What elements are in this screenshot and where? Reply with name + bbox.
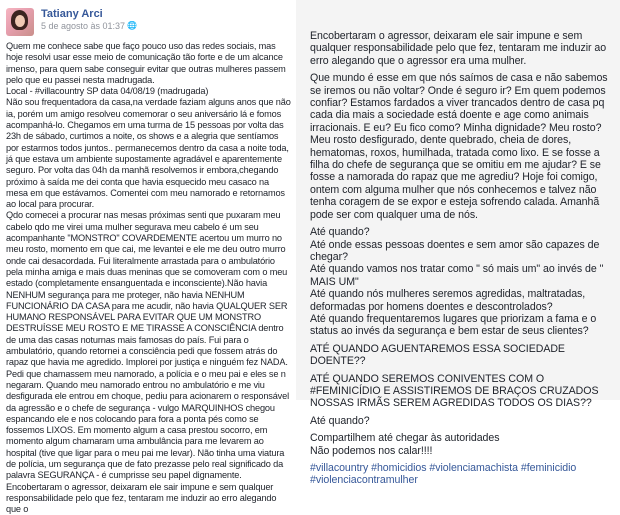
post-right-panel xyxy=(296,0,620,487)
globe-icon: 🌐 xyxy=(127,21,138,30)
post-paragraph: Que mundo é esse em que nós saímos de casa e não sabemos se iremos ou não voltar? Onde é seguro ir? Em quem podemos confiar? Estamos fardados a viver trancados dentro de casa pq cada dia mais a sociedade está doente e age como animais irracionais. E eu? Eu fico como? Minha dignidade? Meu rosto? Meu rosto desfigurado, dente quebrado, cheia de dores, hematomas, roxos, humilhada, tratada como lixo. E se fosse a filha do chefe de segurança que se omitiu em me ajudar? E se fosse a namorada do rapaz que me agrediu? Hoje foi comigo, ontem com alguma mulher que nós conhecemos e talvez não tenha coragem de se expor e esteja sofrendo calada. Amanhã pode ser com qualquer uma de nós. xyxy=(310,72,608,221)
hashtags[interactable]: #villacountry #homicidios #violenciamachista #feminicidio #violenciacontramulher xyxy=(310,462,577,487)
post-paragraph: Local - #villacountry SP data 04/08/19 (madrugada) xyxy=(6,86,209,97)
post-header xyxy=(6,8,291,36)
post-paragraph: Qdo comecei a procurar nas mesas próximas senti que puxaram meu cabelo qdo me virei uma mulher segurava meu cabelo é um seu acompanhante "MONSTRO" COVARDEMENTE acertou um murro no meu rosto, momento em que cai, me levantei e ele me deu outro murro onde cai desacordada. Fui literalmente arrastada para o ambulatório pela minha amiga e mais duas meninas que se comoveram com o meu estado (completamente ensanguentada e inconsciente).Não havia NENHUM segurança para me proteger, não havia NENHUM FUNCIONÁRIO DA CASA para me acudir, não havia QUALQUER SER HUMANO RESPONSÁVEL PARA EVITAR QUE UM MONSTRO DESTRUÍSSE MEU ROSTO E ME TIRASSE A CONSCIÊNCIA dentro de uma das casas noturnas mais famosas do país. Fui para o ambulatório, quando retornei a consciência pedi que fossem atrás do rapaz que havia me agredido. Implorei por justiça e ninguém fez NADA. Pedi que chamassem meu namorado, a polícia e o meu pai e eles se n negaram. Quando meu namorado entrou no ambulatório e me viu desfigurada ele entrou em choque, pediu para acionarem o responsável da agressão e o chefe de segurança - vulgo MARQUINHOS chegou espancando ele e nos colocando para fora a ponta pés como se fossemos LIXOS. Em momento algum a casa prestou socorro, em momento algum chamaram uma ambulância para me levarem ao hospital (tive que ligar para o meu pai me levar). Não tinha uma viatura de polícia, um segurança que de fato prezasse pelo real significado da palavra SEGURANÇA - é cumprisse seu papel dignamente. xyxy=(6,210,289,481)
post-paragraph: Não sou frequentadora da casa,na verdade faziam alguns anos que não ia, porém um amigo resolveu comemorar o seu aniversário lá e fomos acompanhá-lo. Chegamos em uma turma de 15 pessoas por volta das 23h de sábado, curtimos a noite, os shows e a alegria que sentíamos por estarmos todos juntos.. permanecemos dentro da casa a noite toda, já que estava um ambiente supostamente agradável e aparentemente seguro. Por volta das 04h da manhã resolvemos ir embora,chegando próximo à saída me dei conta que havia esquecido meu casaco na mesa em que estávamos. Comentei com meu namorado e retornamos ao local para procurar. xyxy=(6,97,291,210)
post-paragraph: ATÉ QUANDO SEREMOS CONIVENTES COM O #FEMINICÍDIO E ASSISTIREMOS DE BRAÇOS CRUZADOS NOSSAS IRMÃS SEREM AGREDIDAS TODOS OS DIAS?? xyxy=(310,372,599,410)
post-paragraph: Até quando? xyxy=(310,414,370,427)
post-timestamp[interactable]: 5 de agosto às 01:37 xyxy=(41,21,126,31)
post-paragraph: ATÉ QUANDO AGUENTAREMOS ESSA SOCIEDADE DOENTE?? xyxy=(310,342,565,368)
post-paragraph: Até quando? Até onde essas pessoas doentes e sem amor são capazes de chegar? Até quando vamos nos tratar como " só mais um" ao invés de " MAIS UM" Até quando nós mulheres seremos agredidas, maltratadas, deformadas por homens doentes e descontrolados? Até quando frequentaremos lugares que priorizam a fama e o status ao invés da segurança e bem estar de seus clientes? xyxy=(310,226,604,338)
post-body-left xyxy=(6,41,291,515)
post-paragraph: Encobertaram o agressor, deixaram ele sair impune e sem qualquer responsabilidade pelo que fez, tentaram me induzir ao erro alegando que o agressor era uma mulher. xyxy=(310,30,607,67)
post-paragraph: Quem me conhece sabe que faço pouco uso das redes sociais, mas hoje resolvi usar esse meio de comunicação tão forte e de um alcance imenso, para quem sabe conseguir evitar que outras mulheres passem pelo que eu passei nesta madrugada. xyxy=(6,41,286,85)
post-left-panel xyxy=(0,0,296,515)
post-paragraph: Compartilhem até chegar às autoridades Não podemos nos calar!!!! xyxy=(310,432,500,457)
author-avatar[interactable] xyxy=(6,8,34,36)
post-body-right xyxy=(310,30,612,487)
post-paragraph: Encobertaram o agressor, deixaram ele sair impune e sem qualquer responsabilidade pelo que fez, tentaram me induzir ao erro alegando que o xyxy=(6,481,277,515)
author-name[interactable]: Tatiany Arci xyxy=(41,8,103,20)
